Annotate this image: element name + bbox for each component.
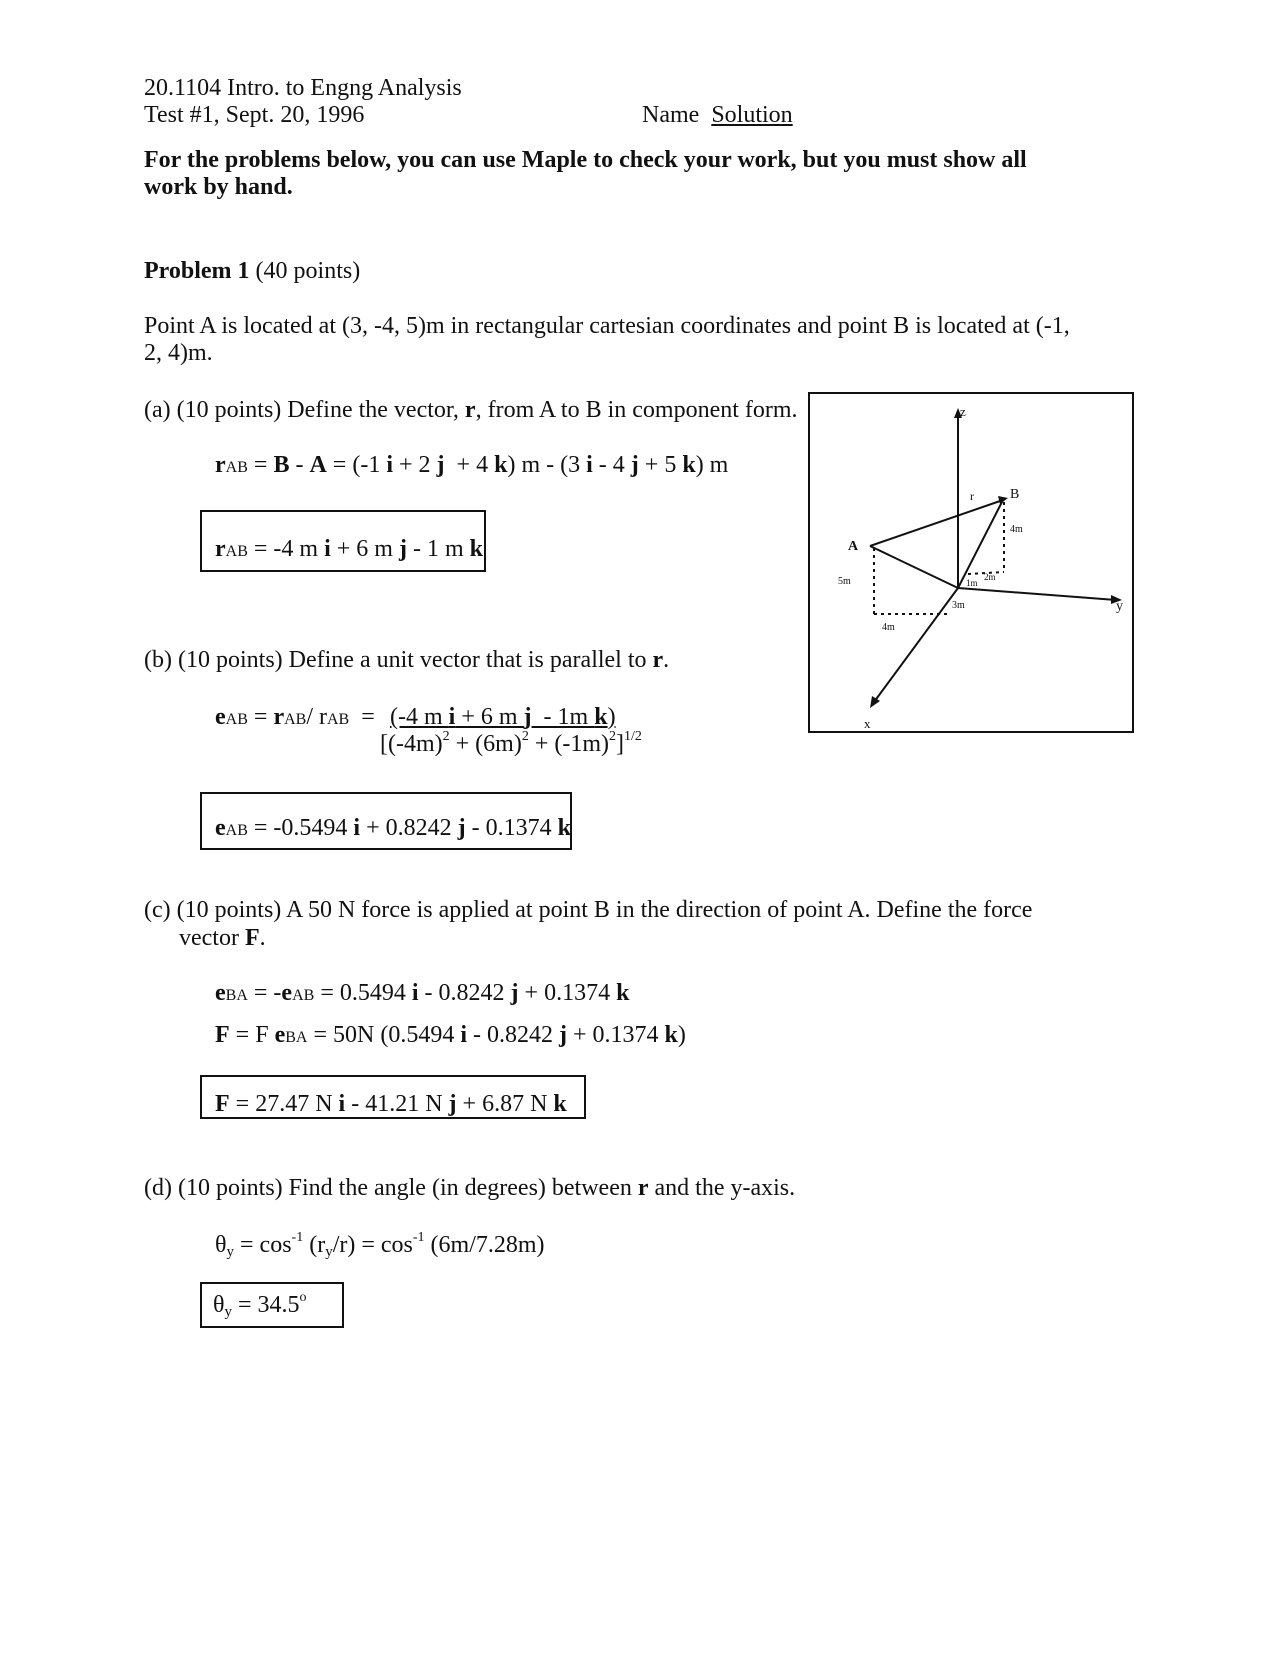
part-d-answer: $\theta_y = 34.5^o$ xyxy=(213,1290,307,1320)
instructions-line-1: For the problems below, you can use Maple to check your work, but you must show all xyxy=(144,147,1027,173)
part-b-r: r xyxy=(652,647,664,673)
part-d-working: $\theta_y = \cos^{-1} (r_y/r) = \cos^{-1} (6m/7.28m)$ xyxy=(215,1230,545,1260)
part-d-r: r xyxy=(637,1175,649,1201)
part-c-question-line-2 xyxy=(179,924,266,952)
problem-statement-line-2: 2, 4)m. xyxy=(144,340,213,366)
label-5m: 5m xyxy=(838,576,851,587)
part-b-answer: eAB = -0.5494 i + 0.8242 j - 0.1374 k xyxy=(215,815,571,841)
problem-heading xyxy=(144,257,360,285)
part-c-prefix: vector xyxy=(179,925,245,951)
part-b-prefix: (b) (10 points) Define a unit vector that is parallel to xyxy=(144,647,653,673)
problem-points: (40 points) xyxy=(255,258,361,284)
label-b: B xyxy=(1010,487,1020,502)
part-c-f: F xyxy=(244,925,260,951)
label-1m: 1m xyxy=(966,578,978,588)
part-c-suffix: . xyxy=(259,925,266,951)
course-title: 20.1104 Intro. to Engng Analysis xyxy=(144,75,462,101)
name-value: Solution xyxy=(711,102,793,128)
label-y: y xyxy=(1116,599,1123,614)
part-c-question-line-1: (c) (10 points) A 50 N force is applied at point B in the direction of point A. Define the force xyxy=(144,897,1033,923)
label-3m: 3m xyxy=(952,600,965,611)
label-4m-bottom: 4m xyxy=(882,622,895,633)
label-x: x xyxy=(864,716,871,731)
problem-title: Problem 1 xyxy=(144,258,250,284)
part-c-answer: F = 27.47 N i - 41.21 N j + 6.87 N k xyxy=(215,1091,567,1117)
part-c-working-1: eBA = -eAB = 0.5494 i - 0.8242 j + 0.1374 k xyxy=(215,980,630,1006)
label-4m-right: 4m xyxy=(1010,524,1023,535)
label-r-ab: r xyxy=(970,489,974,503)
part-a-working: rAB = B - A = (-1 i + 2 j + 4 k) m - (3 i - 4 j + 5 k) m xyxy=(215,452,729,478)
part-a-answer: rAB = -4 m i + 6 m j - 1 m k xyxy=(215,536,483,562)
label-a: A xyxy=(848,539,859,554)
part-c-working-2: F = F eBA = 50N (0.5494 i - 0.8242 j + 0.1374 k) xyxy=(215,1022,686,1048)
part-b-numerator: (-4 m i + 6 m j - 1m k) xyxy=(390,704,616,730)
problem-statement-line-1: Point A is located at (3, -4, 5)m in rectangular cartesian coordinates and point B is located at (-1, xyxy=(144,313,1070,339)
instructions-line-2: work by hand. xyxy=(144,174,293,200)
part-b-question xyxy=(144,646,669,674)
part-b-working-lhs: eAB = rAB/ rAB = xyxy=(215,704,375,730)
part-a-question xyxy=(144,396,798,424)
part-d-prefix: (d) (10 points) Find the angle (in degrees) between xyxy=(144,1175,638,1201)
part-b-denominator: $[(-4m)^2 + (6m)^2 + (-1m)^2]^{1/2}$ xyxy=(380,729,642,757)
name-field xyxy=(642,101,793,129)
label-z: z xyxy=(960,404,966,419)
part-d-question xyxy=(144,1174,795,1202)
label-2m: 2m xyxy=(984,572,996,582)
part-b-suffix: . xyxy=(663,647,670,673)
vector-diagram xyxy=(808,392,1134,733)
part-a-r: r xyxy=(464,397,476,423)
part-a-prefix: (a) (10 points) Define the vector, xyxy=(144,397,465,423)
test-date: Test #1, Sept. 20, 1996 xyxy=(144,102,365,128)
part-d-suffix: and the y-axis. xyxy=(648,1175,796,1201)
name-label: Name xyxy=(642,102,700,128)
part-a-suffix: , from A to B in component form. xyxy=(475,397,798,423)
